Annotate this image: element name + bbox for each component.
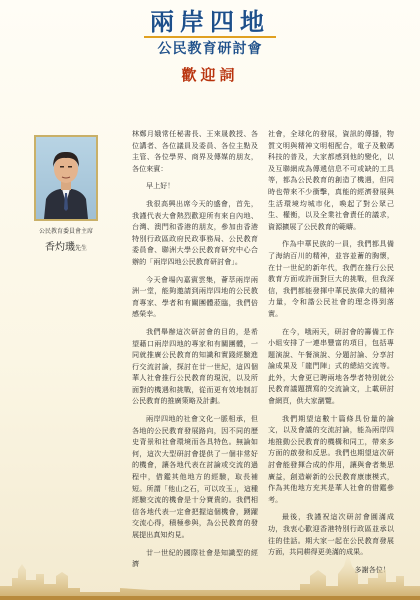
section-heading: 歡迎詞 (181, 66, 239, 84)
letter-paragraph: 今天會場內嘉賓雲集，薈萃兩岸兩洲一堂，能夠邀請到兩岸四地的公民教育專家、學者和有關團體蒞臨，我們倍感榮幸。 (132, 274, 258, 319)
speaker-name: 香灼璣先生 (44, 242, 87, 253)
letter-paragraph: 廿一世紀的國際社會是知識型的經濟 (132, 547, 258, 569)
page-header (0, 8, 420, 85)
letter-column-1 (132, 128, 258, 576)
letter-paragraph: 我們舉辦這次研討會的目的，是希望藉口兩岸四地的專家和有關團體，一同就推廣公民教育的知識和實踐經驗進行交流討論，探討在廿一世紀，這四個華人社會推行公民教育的現況，以及所面對的機遇和挑戰，從而更有效地制訂公民教育的推廣策略及計劃。 (132, 326, 258, 406)
letter-paragraph: 兩岸四地的社會文化一脈相承，但各地的公民教育發展路向，因不同的歷史背景和社會環境而各具特色。無論如何，這次大型研討會提供了一個非常好的機會，讓各地代表在討論或交流的過程中，借鑑其他地方的經驗，取長補短。所謂「他山之石，可以攻玉」，這種經驗交流的機會是十分寶貴的。我們相信各地代表一定會把握這個機會，踴躍交流心得，積極參與，為公民教育的發展提出真知灼見。 (132, 414, 258, 539)
speaker-portrait-icon (36, 137, 96, 219)
speaker-photo-frame (34, 135, 98, 221)
speaker-honorific: 先生 (74, 245, 87, 252)
letter-paragraph: 我們期望這數十篇條具份量的論文，以及會議的交流討論，能為兩岸四地推動公民教育的機構和同工，帶來多方面的啟發和反思。我們也期望這次研討會能發揮合成的作用，讓與會者集思廣益，創造嶄新的公民教育康康模式，作為其他地方充其是華人社會的借鑑參考。 (268, 413, 394, 504)
speaker-photo (36, 137, 96, 219)
speaker-caption (18, 226, 114, 253)
greeting: 早上好！ (146, 181, 175, 191)
letter-paragraph: 最後，我謹祝這次研討會圓滿成功，我衷心歡迎香港特別行政區並承以往的佳話。期大家一起在公民教育發展方面，共同耕得更美滿的成果。 (268, 512, 394, 557)
letter-paragraph: 我很高興出席今天的盛會，首先，我謹代表大會熱烈歡迎所有來自內地、台灣、澳門和香港的朋友，參加由香港特別行政區政府民政事務局、公民教育委員會、聯洲大學公民教育研究中心合辦的「兩岸四地公民教育研討會」。 (132, 198, 258, 266)
sign-off: 多謝各位！ (354, 564, 390, 574)
salutation: 林鄭月娥常任秘書長、王來晟教授、各位講者、各位議員及委員、各位主點及主管、各位學界、商界及傳媒的朋友，各位來賓： (132, 129, 258, 173)
letter-paragraph: 作為中華民族的一員，我們都具備了海納百川的精神，並容並蓄的胸懷，在廿一世紀的新年代，我們在推行公民教育方面或許面對巨大的挑戰，但我深信，我們都能發揮中華民族偉大的精神力量，令和諧公民社會的理念得到落實。 (268, 239, 394, 318)
speaker-position: 公民教育委員會主席 (38, 228, 93, 235)
letter-paragraph: 在今，哦兩天，研討會的籌備工作小組安排了一連串豐富的項目，包括專題演說、午餐演說、分題討論、分享討論成果及「龍門陣」式的總結交流等。此外，大會更已聘兩地各學者特別就公民教育議題撰寫的交流論文，上載研討會網頁，供大家瀏覽。 (268, 326, 394, 406)
page-title: 兩岸四地 (0, 8, 420, 36)
letter-column-2 (268, 128, 394, 575)
skyline-decoration-icon (0, 540, 420, 600)
letter-paragraph: 社會，全球化的發展，資訊的傳播，物質文明與精神文明相配合，電子及數碼科技的普及，大家都感到他的變化，以及互聯網成為傳遞信息不可或缺的工具等，都為公民教育的創造了機遇，但同時也帶來不少衝擊，真能的經濟發展與生活環境均城市化，喚起了對公眾己生、權衡，以及全業社會責任的議求，資源擴展了公民教育的範疇。 (268, 129, 394, 231)
page-subtitle: 公民教育研討會 (157, 41, 263, 57)
